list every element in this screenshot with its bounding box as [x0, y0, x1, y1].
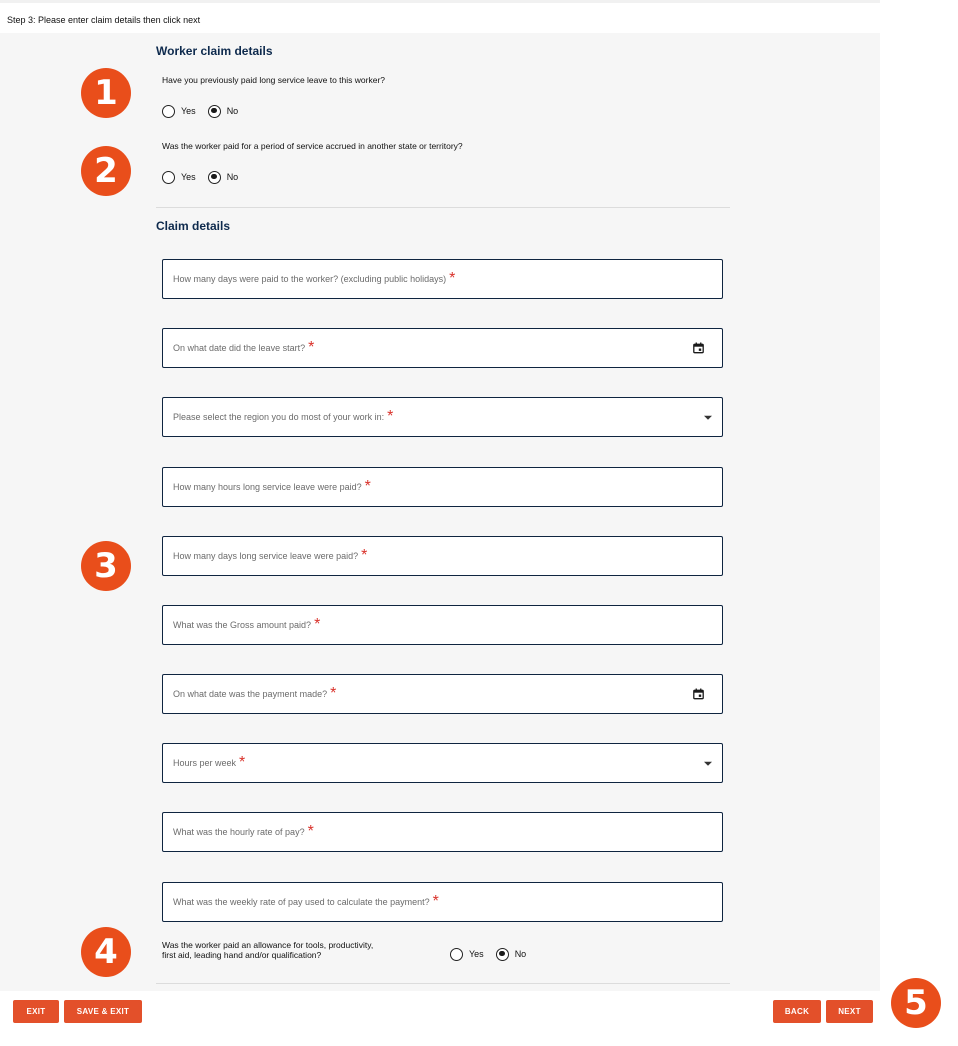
- radio-circle-checked[interactable]: [208, 105, 221, 118]
- radio-allowance-yes[interactable]: [450, 948, 484, 961]
- required-asterisk: *: [432, 893, 439, 910]
- field-label: Please select the region you do most of your work in:: [173, 412, 385, 422]
- worker-claim-heading: Worker claim details: [156, 44, 273, 58]
- required-asterisk: *: [330, 685, 337, 702]
- field-label: How many days were paid to the worker? (excluding public holidays): [173, 274, 447, 284]
- exit-button[interactable]: EXIT: [13, 1000, 59, 1023]
- back-button[interactable]: BACK: [773, 1000, 821, 1023]
- radio-circle[interactable]: [162, 171, 175, 184]
- top-divider: [0, 0, 880, 3]
- radio-group-previously-paid: [162, 104, 250, 118]
- radio-circle-checked[interactable]: [496, 948, 509, 961]
- step-instruction: Step 3: Please enter claim details then click next: [7, 15, 201, 25]
- radio-label: Yes: [181, 172, 196, 182]
- required-asterisk: *: [364, 478, 371, 495]
- hours-per-week-select[interactable]: [162, 743, 723, 783]
- required-asterisk: *: [307, 823, 314, 840]
- question-previously-paid: Have you previously paid long service leave to this worker?: [162, 75, 386, 85]
- required-asterisk: *: [314, 616, 321, 633]
- field-label: On what date was the payment made?: [173, 689, 328, 699]
- required-asterisk: *: [449, 270, 456, 287]
- radio-label: No: [226, 106, 239, 116]
- leave-start-date-input[interactable]: [162, 328, 723, 368]
- field-label: What was the hourly rate of pay?: [173, 827, 305, 837]
- field-label: On what date did the leave start?: [173, 343, 306, 353]
- radio-previously-paid-no[interactable]: [208, 105, 239, 118]
- radio-group-allowance: [450, 947, 538, 961]
- radio-group-other-state: [162, 170, 250, 184]
- gross-amount-input[interactable]: [162, 605, 723, 645]
- calendar-icon[interactable]: [693, 343, 704, 354]
- radio-allowance-no[interactable]: [496, 948, 527, 961]
- calendar-icon[interactable]: [693, 689, 704, 700]
- weekly-rate-input[interactable]: [162, 882, 723, 922]
- field-label: What was the Gross amount paid?: [173, 620, 312, 630]
- dropdown-arrow-icon[interactable]: [704, 762, 712, 766]
- dropdown-arrow-icon[interactable]: [704, 416, 712, 420]
- save-exit-button[interactable]: SAVE & EXIT: [64, 1000, 142, 1023]
- section-divider: [156, 207, 730, 208]
- annotation-badge-2: 2: [81, 146, 131, 196]
- radio-other-state-yes[interactable]: [162, 171, 196, 184]
- hours-lsl-paid-input[interactable]: [162, 467, 723, 507]
- radio-previously-paid-yes[interactable]: [162, 105, 196, 118]
- required-asterisk: *: [308, 339, 315, 356]
- radio-circle[interactable]: [450, 948, 463, 961]
- payment-date-input[interactable]: [162, 674, 723, 714]
- question-allowance: [162, 940, 373, 960]
- annotation-badge-1: 1: [81, 68, 131, 118]
- question-line: Was the worker paid an allowance for tools, productivity,: [162, 940, 374, 950]
- annotation-badge-5: 5: [891, 978, 941, 1028]
- annotation-badge-4: 4: [81, 927, 131, 977]
- hourly-rate-input[interactable]: [162, 812, 723, 852]
- required-asterisk: *: [387, 408, 394, 425]
- claim-details-heading: Claim details: [156, 219, 231, 233]
- required-asterisk: *: [361, 547, 368, 564]
- field-label: Hours per week: [173, 758, 237, 768]
- annotation-badge-3: 3: [81, 541, 131, 591]
- days-paid-input[interactable]: [162, 259, 723, 299]
- radio-label: Yes: [181, 106, 196, 116]
- radio-circle-checked[interactable]: [208, 171, 221, 184]
- field-label: What was the weekly rate of pay used to calculate the payment?: [173, 897, 430, 907]
- region-select[interactable]: [162, 397, 723, 437]
- section-divider: [156, 983, 730, 984]
- required-asterisk: *: [239, 754, 246, 771]
- days-lsl-paid-input[interactable]: [162, 536, 723, 576]
- question-other-state: Was the worker paid for a period of service accrued in another state or territory?: [162, 141, 463, 151]
- radio-label: Yes: [469, 949, 484, 959]
- radio-label: No: [514, 949, 527, 959]
- radio-circle[interactable]: [162, 105, 175, 118]
- next-button[interactable]: NEXT: [826, 1000, 873, 1023]
- field-label: How many days long service leave were paid?: [173, 551, 359, 561]
- field-label: How many hours long service leave were paid?: [173, 482, 362, 492]
- radio-label: No: [226, 172, 239, 182]
- radio-other-state-no[interactable]: [208, 171, 239, 184]
- question-line: first aid, leading hand and/or qualification?: [162, 950, 322, 960]
